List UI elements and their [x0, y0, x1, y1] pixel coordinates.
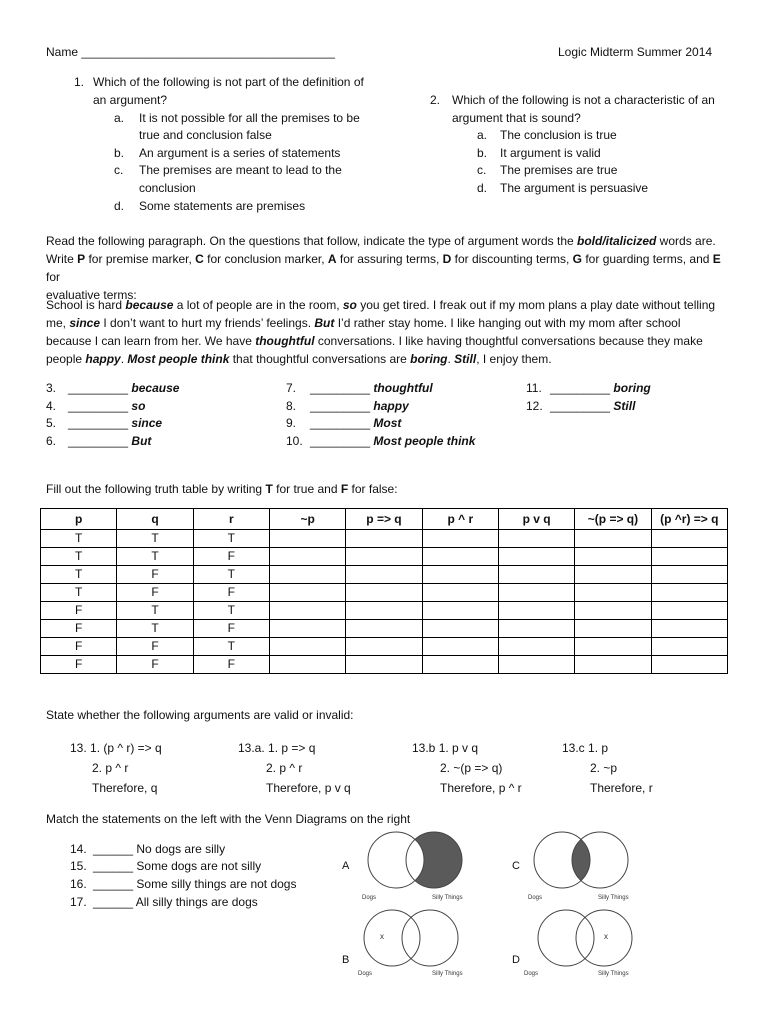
answer-cell[interactable] [651, 530, 727, 548]
venn-right-circle [402, 910, 458, 966]
venn-statement[interactable]: 14. ______ No dogs are silly [70, 842, 226, 856]
truth-table [40, 508, 728, 674]
truth-value-cell: T [41, 584, 117, 602]
answer-cell[interactable] [269, 584, 345, 602]
venn-diagram-b [340, 906, 490, 986]
table-row [41, 602, 728, 620]
truth-value-cell: T [117, 548, 193, 566]
venn-statement[interactable]: 17. ______ All silly things are dogs [70, 895, 258, 909]
table-row [41, 620, 728, 638]
column-header: ~(p => q) [575, 509, 651, 530]
venn-diagram-d [510, 906, 660, 986]
argument-words-instructions: Read the following paragraph. On the questions that follow, indicate the type of argument words the bold/italicized words are. Write P for premise marker, C for conclusion marker, A for assuring terms, D for discounting terms, G for guarding terms, and E for evaluative terms: [46, 234, 721, 302]
truth-value-cell: T [193, 566, 269, 584]
blank-item[interactable]: 12. _________ Still [526, 399, 636, 413]
truth-value-cell: F [193, 620, 269, 638]
answer-cell[interactable] [651, 566, 727, 584]
venn-left-label: Dogs [362, 895, 377, 901]
answer-cell[interactable] [651, 602, 727, 620]
answer-cell[interactable] [575, 638, 651, 656]
name-field-label[interactable]: Name ______________________________________ [46, 45, 335, 59]
truth-value-cell: F [41, 620, 117, 638]
option-letter: d. [477, 181, 488, 195]
option-letter: a. [477, 128, 488, 142]
venn-diagram-a [340, 828, 490, 908]
answer-cell[interactable] [346, 584, 422, 602]
question-number: 1. [74, 75, 85, 89]
answer-cell[interactable] [346, 638, 422, 656]
truth-value-cell: F [117, 566, 193, 584]
truth-value-cell: T [193, 530, 269, 548]
answer-cell[interactable] [346, 548, 422, 566]
answer-cell[interactable] [346, 602, 422, 620]
truth-table-header-row [41, 509, 728, 530]
answer-cell[interactable] [422, 656, 498, 674]
column-header: p v q [498, 509, 574, 530]
option-text: true and conclusion false [139, 128, 272, 142]
answer-cell[interactable] [575, 548, 651, 566]
option-text: The premises are true [500, 163, 618, 177]
option-text: It argument is valid [500, 146, 601, 160]
venn-circles [510, 906, 660, 972]
answer-cell[interactable] [269, 620, 345, 638]
truth-table-instruction: Fill out the following truth table by writing T for true and F for false: [46, 482, 398, 496]
option-text: Some statements are premises [139, 199, 306, 213]
blank-item[interactable]: 7. _________ thoughtful [286, 381, 433, 395]
answer-cell[interactable] [269, 602, 345, 620]
answer-cell[interactable] [575, 530, 651, 548]
option-letter: d. [114, 199, 125, 213]
column-header: p ^ r [422, 509, 498, 530]
blank-item[interactable]: 8. _________ happy [286, 399, 409, 413]
blank-item[interactable]: 5. _________ since [46, 416, 163, 430]
table-row [41, 638, 728, 656]
option-letter: c. [114, 163, 124, 177]
answer-cell[interactable] [575, 620, 651, 638]
venn-left-label: Dogs [528, 895, 543, 901]
blank-item[interactable]: 6. _________ But [46, 434, 152, 448]
answer-cell[interactable] [651, 548, 727, 566]
truth-value-cell: T [117, 530, 193, 548]
answer-cell[interactable] [269, 530, 345, 548]
truth-value-cell: F [41, 638, 117, 656]
answer-cell[interactable] [422, 584, 498, 602]
table-row [41, 584, 728, 602]
truth-value-cell: T [193, 602, 269, 620]
answer-cell[interactable] [575, 656, 651, 674]
column-header: p [41, 509, 117, 530]
truth-value-cell: T [41, 548, 117, 566]
venn-left-circle [364, 910, 420, 966]
question-text: Which of the following is not a characteristic of an [452, 93, 715, 107]
truth-value-cell: T [117, 602, 193, 620]
answer-cell[interactable] [422, 530, 498, 548]
option-text: The argument is persuasive [500, 181, 649, 195]
blank-item[interactable]: 4. _________ so [46, 399, 146, 413]
blank-item[interactable]: 3. _________ because [46, 381, 180, 395]
venn-existence-mark: x [604, 932, 608, 941]
truth-value-cell: F [117, 584, 193, 602]
blank-item[interactable]: 11. _________ boring [526, 381, 651, 395]
question-text: Which of the following is not part of the definition of [93, 75, 364, 89]
answer-cell[interactable] [269, 656, 345, 674]
answer-cell[interactable] [498, 584, 574, 602]
venn-right-label: Silly Things [432, 971, 463, 977]
answer-cell[interactable] [346, 620, 422, 638]
answer-cell[interactable] [422, 548, 498, 566]
table-row [41, 656, 728, 674]
truth-value-cell: T [117, 620, 193, 638]
blank-item[interactable]: 9. _________ Most [286, 416, 402, 430]
truth-value-cell: T [41, 530, 117, 548]
answer-cell[interactable] [346, 566, 422, 584]
answer-cell[interactable] [651, 656, 727, 674]
question-text: argument that is sound? [452, 111, 581, 125]
diagram-letter: D [512, 954, 520, 966]
answer-cell[interactable] [498, 530, 574, 548]
question-number: 2. [430, 93, 441, 107]
answer-cell[interactable] [498, 638, 574, 656]
exam-title: Logic Midterm Summer 2014 [558, 45, 713, 59]
option-letter: c. [477, 163, 487, 177]
table-row [41, 548, 728, 566]
venn-left-circle [538, 910, 594, 966]
venn-right-label: Silly Things [598, 971, 629, 977]
venn-statement[interactable]: 15. ______ Some dogs are not silly [70, 859, 262, 873]
truth-value-cell: F [193, 584, 269, 602]
truth-value-cell: F [41, 602, 117, 620]
answer-cell[interactable] [346, 530, 422, 548]
venn-right-label: Silly Things [432, 895, 463, 901]
answer-cell[interactable] [498, 548, 574, 566]
option-text: An argument is a series of statements [139, 146, 341, 160]
answer-cell[interactable] [651, 584, 727, 602]
option-text: The conclusion is true [500, 128, 617, 142]
diagram-letter: A [342, 860, 350, 872]
answer-cell[interactable] [498, 602, 574, 620]
diagram-letter: C [512, 860, 520, 872]
truth-value-cell: F [193, 656, 269, 674]
answer-cell[interactable] [575, 584, 651, 602]
blank-item[interactable]: 10. _________ Most people think [286, 434, 476, 448]
option-text: The premises are meant to lead to the [139, 163, 342, 177]
venn-circles [340, 828, 490, 900]
reading-paragraph: School is hard because a lot of people are in the room, so you get tired. I freak out if my mom plans a play date without telling me, since I don’t want to hurt my friends’ feelings. But I’d rather stay home. I like hanging out with my mom after school because I can learn from her. We have thoughtful conversations. I like having thoughtful conversations because they make people happy. Most people think that thoughtful conversations are boring. Still, I enjoy them. [46, 298, 716, 366]
answer-cell[interactable] [422, 602, 498, 620]
option-letter: a. [114, 111, 125, 125]
answer-cell[interactable] [422, 566, 498, 584]
venn-left-label: Dogs [358, 971, 373, 977]
option-text: conclusion [139, 181, 196, 195]
column-header: p => q [346, 509, 422, 530]
diagram-letter: B [342, 954, 350, 966]
truth-value-cell: F [117, 638, 193, 656]
question-text: an argument? [93, 93, 168, 107]
venn-existence-mark: x [380, 932, 384, 941]
truth-value-cell: F [193, 548, 269, 566]
column-header: r [193, 509, 269, 530]
column-header: (p ^r) => q [651, 509, 727, 530]
answer-cell[interactable] [575, 602, 651, 620]
table-row [41, 566, 728, 584]
column-header: q [117, 509, 193, 530]
venn-left-label: Dogs [524, 971, 539, 977]
answer-cell[interactable] [651, 620, 727, 638]
answer-cell[interactable] [422, 620, 498, 638]
option-letter: b. [114, 146, 125, 160]
venn-statement[interactable]: 16. ______ Some silly things are not dogs [70, 877, 297, 891]
answer-cell[interactable] [269, 548, 345, 566]
answer-cell[interactable] [575, 566, 651, 584]
answer-cell[interactable] [346, 656, 422, 674]
answer-cell[interactable] [498, 566, 574, 584]
truth-value-cell: F [41, 656, 117, 674]
truth-value-cell: T [193, 638, 269, 656]
validity-instruction: State whether the following arguments are valid or invalid: [46, 708, 354, 722]
option-text: It is not possible for all the premises to be [139, 111, 360, 125]
answer-cell[interactable] [498, 620, 574, 638]
venn-instruction: Match the statements on the left with the Venn Diagrams on the right [46, 812, 411, 826]
answer-cell[interactable] [651, 638, 727, 656]
answer-cell[interactable] [498, 656, 574, 674]
venn-circles [510, 828, 660, 900]
truth-value-cell: T [41, 566, 117, 584]
answer-cell[interactable] [269, 566, 345, 584]
answer-cell[interactable] [422, 638, 498, 656]
option-letter: b. [477, 146, 488, 160]
venn-circles [340, 906, 490, 972]
truth-value-cell: F [117, 656, 193, 674]
column-header: ~p [269, 509, 345, 530]
venn-right-label: Silly Things [598, 895, 629, 901]
venn-diagram-c [510, 828, 660, 908]
answer-cell[interactable] [269, 638, 345, 656]
table-row [41, 530, 728, 548]
